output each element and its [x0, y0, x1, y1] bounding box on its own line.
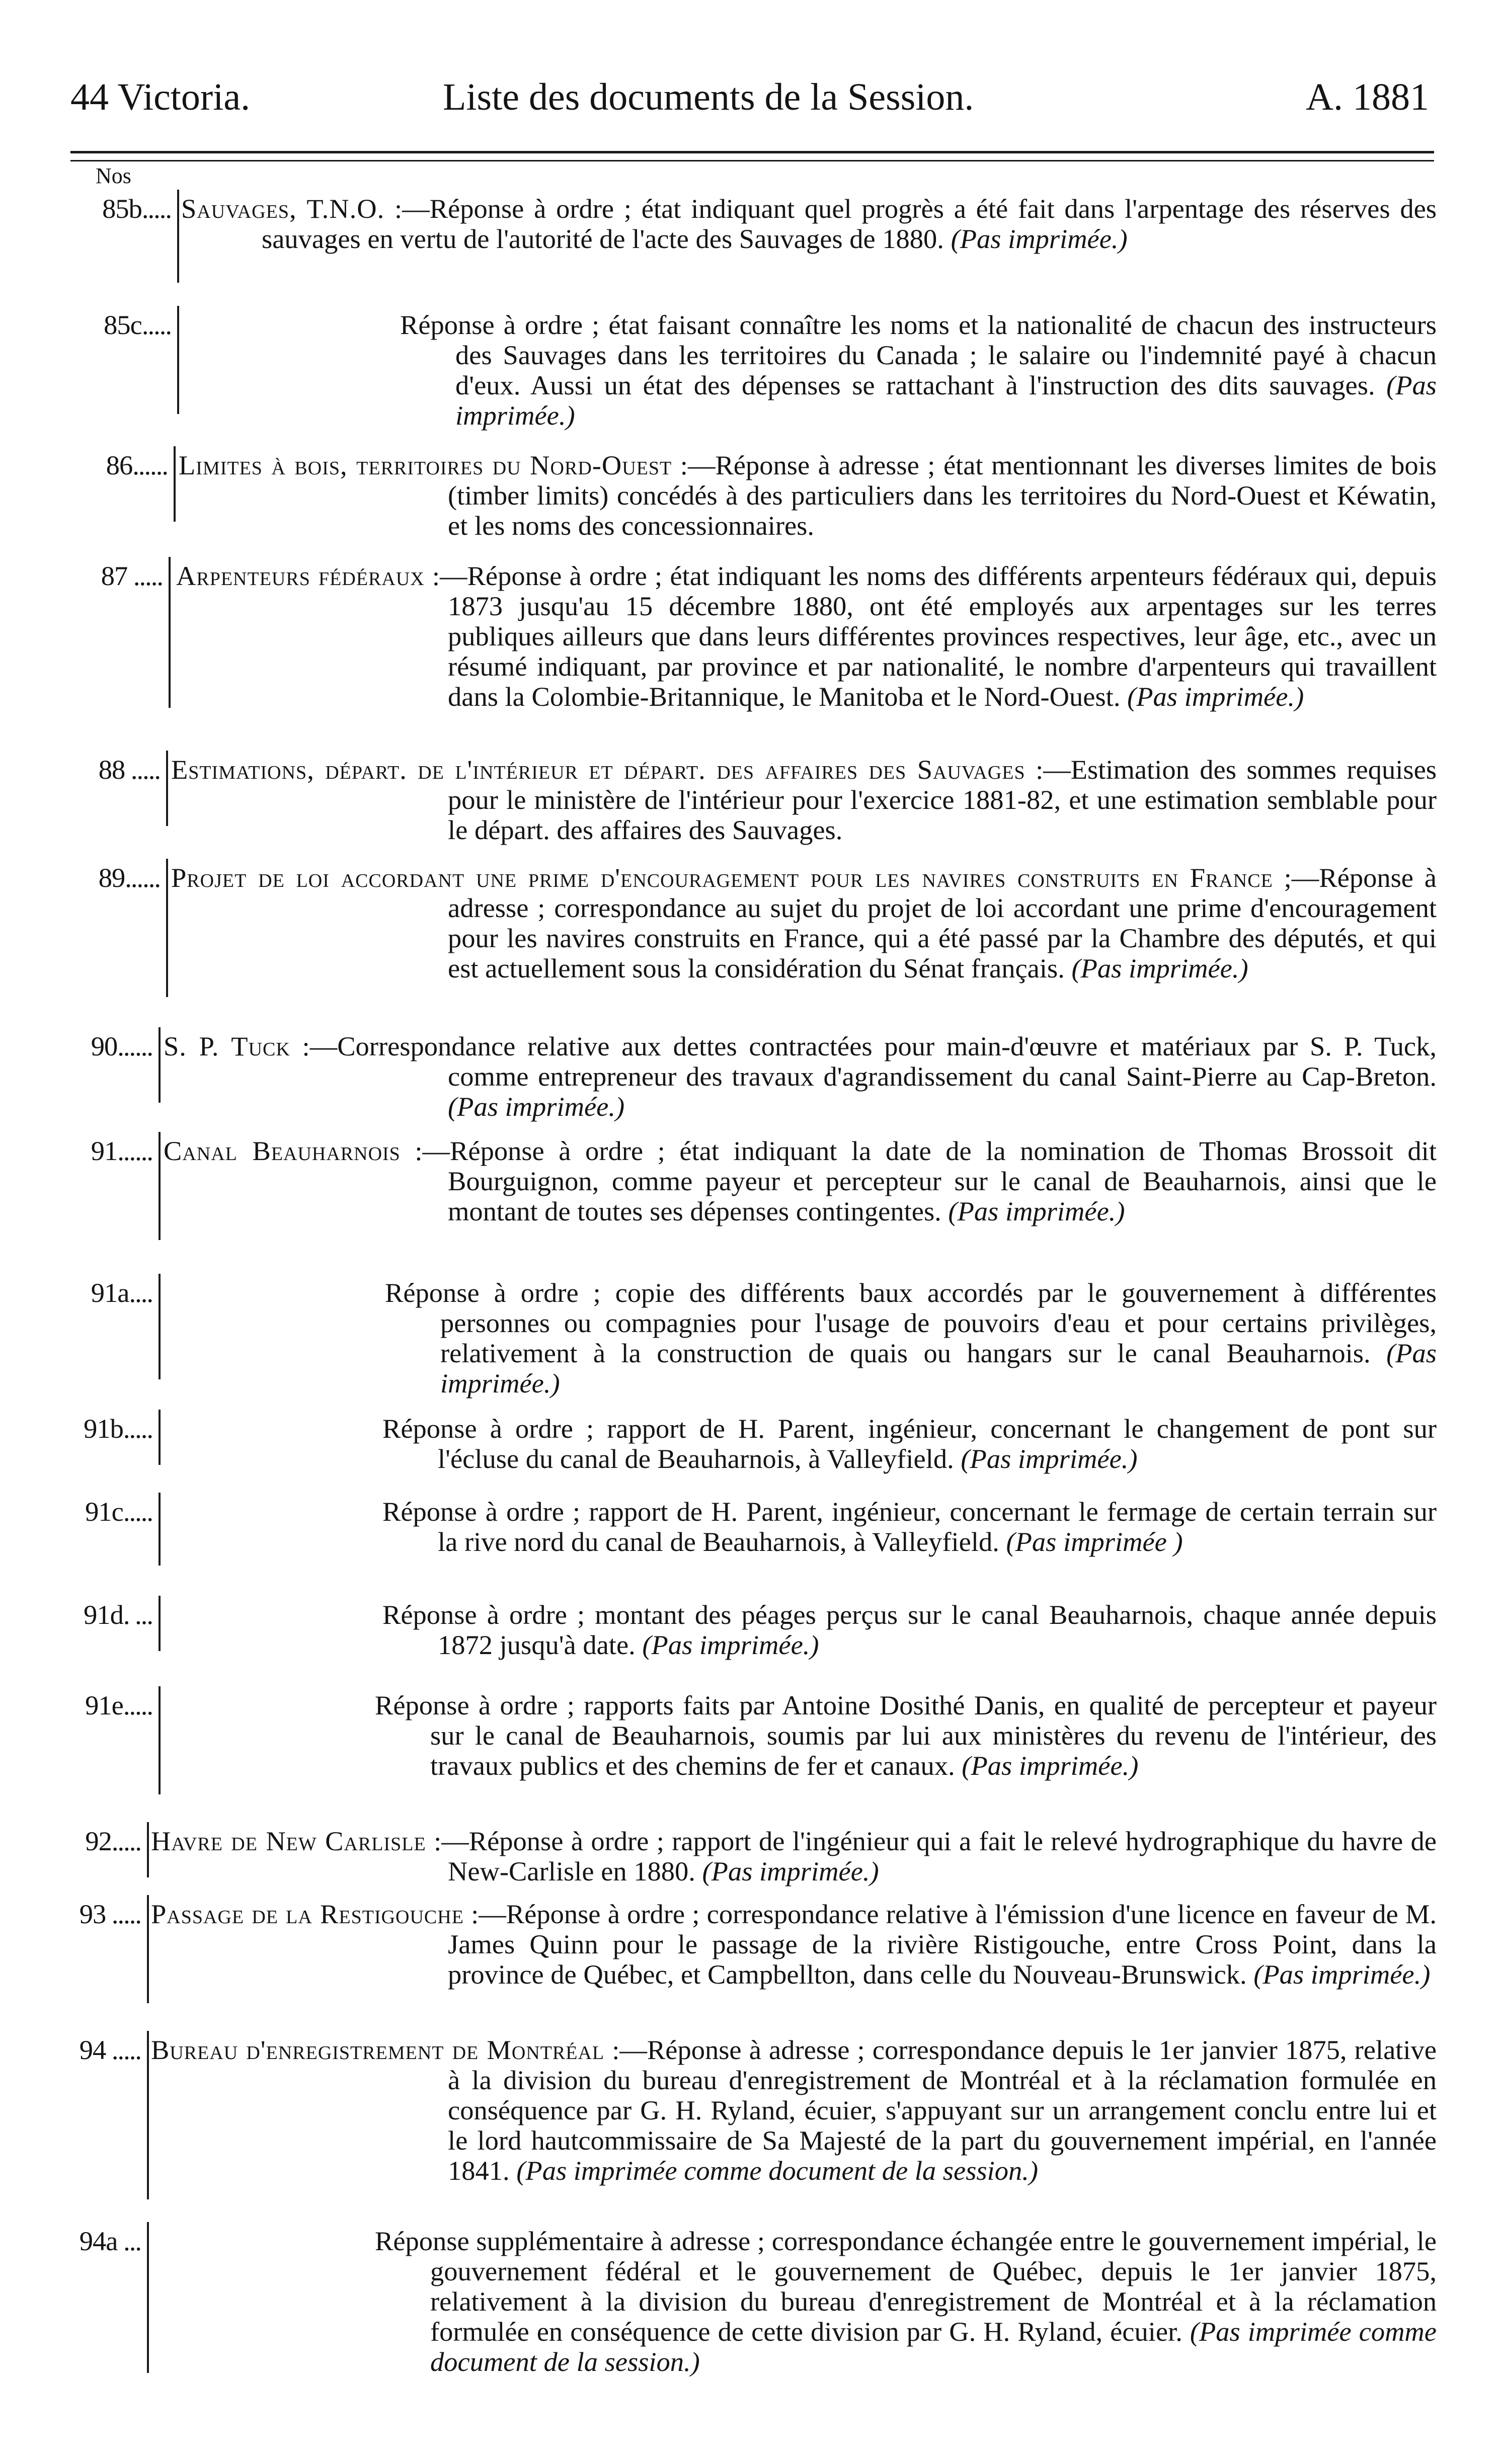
document-number-label: 91d	[84, 1599, 123, 1630]
print-status-note: (Pas imprimée.)	[642, 1629, 819, 1660]
document-number	[0, 1414, 152, 1443]
entry-body: Réponse à ordre ; état indiquant la date de la nomination de Thomas Brossoit dit Bourguignon, comme payeur et percepteur sur le canal de Beauharnois, ainsi que le montant de toutes ses dépenses contingentes.	[448, 1135, 1437, 1226]
leader-dots: .....	[106, 1899, 141, 1929]
entry-heading: Sauvages, T.N.O.	[181, 193, 385, 224]
entry-separator: :—	[1025, 754, 1071, 785]
entry-body: Réponse à ordre ; état faisant connaître les noms et la nationalité de chacun des instructeurs des Sauvages dans les territoires du Canada ; le salaire ou l'indemnité payé à chacun d'eux. Aussi un état des dépenses se rattachant à l'instruction des dits sauvages.	[400, 309, 1437, 400]
document-number-label: 93	[79, 1899, 106, 1929]
print-status-note: (Pas imprimée.)	[961, 1443, 1138, 1474]
document-number-label: 94	[79, 2034, 106, 2065]
entry-text	[181, 194, 1437, 254]
entry-separator: :—	[424, 560, 467, 591]
entry-text	[164, 1031, 1437, 1122]
document-number-label: 85b	[102, 193, 142, 224]
leader-dots: ...	[117, 2226, 141, 2256]
leader-dots: .....	[111, 1826, 141, 1856]
leader-dots: . ...	[123, 1599, 152, 1630]
print-status-note: (Pas imprimée.)	[448, 1091, 625, 1122]
leader-dots: ....	[129, 1277, 152, 1308]
print-status-note: (Pas imprimée comme document de la session.)	[516, 2155, 1039, 2186]
margin-rule	[159, 1410, 161, 1465]
document-number	[0, 2226, 141, 2256]
leader-dots: .....	[125, 754, 160, 785]
leader-dots: .....	[123, 1690, 152, 1720]
print-status-note: (Pas imprimée comme document de la session.)	[430, 2316, 1437, 2377]
margin-rule	[147, 2222, 149, 2373]
entry-separator: :—	[400, 1135, 450, 1166]
entry-text	[171, 755, 1437, 845]
print-status-note: (Pas imprimée.)	[455, 370, 1437, 431]
leader-dots: .....	[123, 1413, 152, 1444]
margin-rule	[159, 1132, 161, 1240]
entry-heading: Estimations, départ. de l'intérieur et départ. des affaires des Sauvages	[171, 754, 1025, 785]
leader-dots: .....	[106, 2034, 141, 2065]
page-header	[70, 69, 1429, 135]
entry-text	[171, 863, 1437, 983]
print-status-note: (Pas imprimée.)	[962, 1750, 1139, 1781]
entry-text	[176, 561, 1437, 712]
margin-rule	[159, 1274, 161, 1379]
margin-rule	[159, 1596, 161, 1651]
entry-heading: Arpenteurs fédéraux	[176, 560, 425, 591]
print-status-note: (Pas imprimée.)	[1071, 953, 1248, 983]
document-number-label: 87	[101, 560, 128, 591]
leader-dots: ......	[125, 862, 160, 893]
entry-body: Réponse à ordre ; montant des péages perçus sur le canal Beauharnois, chaque année depuis 1872 jusqu'à date.	[382, 1599, 1437, 1660]
document-number	[0, 450, 168, 480]
document-number-label: 91	[91, 1135, 118, 1166]
document-number	[0, 2035, 141, 2065]
entry-body: Réponse à adresse ; état mentionnant les diverses limites de bois (timber limits) concédés à des particuliers dans les territoires du Nord-Ouest et Kéwatin, et les noms des concessionnaires.	[448, 450, 1437, 541]
margin-rule	[166, 859, 168, 997]
document-number	[0, 1278, 152, 1307]
margin-rule	[166, 751, 168, 826]
entry-body: Réponse à ordre ; rapport de l'ingénieur qui a fait le relevé hydrographique du havre de New-Carlisle en 1880.	[448, 1826, 1437, 1886]
header-volume: 44 Victoria.	[70, 76, 251, 118]
entry-text	[151, 1899, 1437, 1990]
entry-text	[151, 2035, 1437, 2186]
entry-heading: Projet de loi accordant une prime d'encouragement pour les navires construits en France	[171, 862, 1273, 893]
document-number-label: 88	[98, 754, 125, 785]
entry-body: Réponse à ordre ; copie des différents baux accordés par le gouvernement à différentes personnes ou compagnies pour l'usage de pouvoirs d'eau et pour certains privilèges, relativement à la construction de quais ou hangars sur le canal Beauharnois.	[385, 1277, 1437, 1368]
document-number-label: 91a	[91, 1277, 129, 1308]
margin-rule	[147, 2031, 149, 2199]
entry-text	[164, 1136, 1437, 1226]
document-number	[0, 561, 163, 591]
entry-body: Réponse à ordre ; état indiquant les noms des différents arpenteurs fédéraux qui, depuis 1873 jusqu'au 15 décembre 1880, ont été employés aux arpentages sur les terres publiques ailleurs que dans leurs différentes provinces respectives, leur âge, etc., avec un résumé indiquant, par province et par nationalité, le nombre d'arpenteurs qui travaillent dans la Colombie-Britannique, le Manitoba et le Nord-Ouest.	[448, 560, 1437, 712]
margin-rule	[159, 1027, 161, 1103]
document-number	[0, 1600, 152, 1629]
document-number-label: 91c	[85, 1496, 123, 1527]
entry-separator: ;—	[1273, 862, 1319, 893]
margin-rule	[147, 1822, 149, 1877]
entry-text	[400, 310, 1437, 431]
document-number	[0, 1899, 141, 1929]
entry-heading: Passage de la Restigouche	[151, 1899, 464, 1929]
document-number	[0, 1031, 152, 1061]
entry-body: Réponse à ordre ; rapport de H. Parent, ingénieur, concernant le fermage de certain terrain sur la rive nord du canal de Beauharnois, à Valleyfield.	[382, 1496, 1437, 1557]
header-year: A. 1881	[1306, 76, 1429, 118]
column-label: Nos	[96, 163, 131, 188]
document-number-label: 91e	[85, 1690, 123, 1720]
entry-text	[151, 1826, 1437, 1886]
leader-dots: ......	[132, 450, 168, 480]
entry-separator: :—	[672, 450, 716, 480]
entry-body: Réponse à ordre ; rapport de H. Parent, ingénieur, concernant le changement de pont sur l'écluse du canal de Beauharnois, à Valleyfield.	[382, 1413, 1437, 1474]
print-status-note: (Pas imprimée.)	[948, 1196, 1125, 1226]
leader-dots: .....	[141, 193, 171, 224]
entry-text	[375, 1690, 1437, 1781]
entry-text	[382, 1497, 1437, 1557]
entry-text	[385, 1278, 1437, 1399]
entry-separator: :—	[290, 1031, 338, 1061]
document-number-label: 94a	[79, 2226, 118, 2256]
document-number-label: 90	[91, 1031, 118, 1061]
document-number	[0, 755, 160, 784]
entry-separator: :—	[384, 193, 430, 224]
entry-body: Réponse supplémentaire à adresse ; correspondance échangée entre le gouvernement impérial, le gouvernement fédéral et le gouvernement de Québec, depuis le 1er janvier 1875, relativement à la division du bureau d'enregistrement de Montréal et à la réclamation formulée en conséquence de cette division par G. H. Ryland, écuier.	[375, 2226, 1437, 2347]
entry-separator: :—	[463, 1899, 506, 1929]
entry-body: Réponse à ordre ; état indiquant quel progrès a été fait dans l'arpentage des réserves des sauvages en vertu de l'autorité de l'acte des Sauvages de 1880.	[262, 193, 1437, 254]
entry-body: Estimation des sommes requises pour le ministère de l'intérieur pour l'exercice 1881-82, et une estimation semblable pour le départ. des affaires des Sauvages.	[448, 754, 1437, 845]
document-number	[0, 1690, 152, 1720]
margin-rule	[169, 557, 171, 708]
document-number-label: 86	[106, 450, 133, 480]
entry-heading: S. P. Tuck	[164, 1031, 290, 1061]
entry-text	[382, 1414, 1437, 1474]
document-number-label: 91b	[84, 1413, 123, 1444]
entry-body: Réponse à adresse ; correspondance depuis le 1er janvier 1875, relative à la division du bureau d'enregistrement de Montréal et à la réclamation formulée en conséquence par G. H. Ryland, écuier, s'appuyant sur un arrangement conclu entre lui et le lord hautcommissaire de Sa Majesté de la part du gouvernement impérial, en l'année 1841.	[448, 2034, 1437, 2186]
entry-heading: Havre de New Carlisle	[151, 1826, 426, 1856]
entry-body: Correspondance relative aux dettes contractées pour main-d'œuvre et matériaux par S. P. Tuck, comme entrepreneur des travaux d'agrandissement du canal Saint-Pierre au Cap-Breton.	[337, 1031, 1437, 1092]
document-number-label: 92	[85, 1826, 112, 1856]
document-number	[0, 310, 171, 340]
document-number	[0, 194, 171, 223]
header-rule-thin	[70, 160, 1434, 161]
document-number-label: 89	[98, 862, 125, 893]
margin-rule	[177, 190, 179, 283]
document-number-label: 85c	[104, 309, 142, 340]
entry-heading: Limites à bois, territoires du Nord-Ouest	[179, 450, 672, 480]
document-number	[0, 1136, 152, 1166]
margin-rule	[177, 306, 179, 414]
document-number	[0, 1497, 152, 1526]
entry-separator: :—	[604, 2034, 647, 2065]
margin-rule	[159, 1493, 161, 1566]
document-number	[0, 863, 160, 892]
leader-dots: .....	[127, 560, 163, 591]
leader-dots: .....	[141, 309, 171, 340]
margin-rule	[147, 1895, 149, 2003]
entry-heading: Bureau d'enregistrement de Montréal	[151, 2034, 605, 2065]
entry-text	[179, 450, 1437, 541]
entry-heading: Canal Beauharnois	[164, 1135, 401, 1166]
document-number	[0, 1826, 141, 1856]
print-status-note: (Pas imprimée.)	[951, 223, 1128, 254]
leader-dots: ......	[117, 1031, 152, 1061]
entry-body: Réponse à ordre ; correspondance relative à l'émission d'une licence en faveur de M. James Quinn pour le passage de la rivière Ristigouche, entre Cross Point, dans la province de Québec, et Campbellton, dans celle du Nouveau-Brunswick.	[448, 1899, 1437, 1990]
leader-dots: .....	[123, 1496, 152, 1527]
header-rule	[70, 151, 1434, 153]
entry-separator: :—	[426, 1826, 469, 1856]
print-status-note: (Pas imprimée.)	[440, 1338, 1437, 1399]
margin-rule	[159, 1686, 161, 1794]
print-status-note: (Pas imprimée.)	[1253, 1959, 1431, 1990]
print-status-note: (Pas imprimée )	[1006, 1526, 1183, 1557]
print-status-note: (Pas imprimée.)	[702, 1856, 879, 1886]
margin-rule	[174, 446, 176, 522]
entry-text	[382, 1600, 1437, 1660]
entry-text	[375, 2226, 1437, 2377]
leader-dots: ......	[117, 1135, 152, 1166]
print-status-note: (Pas imprimée.)	[1127, 681, 1304, 712]
entry-body: Réponse à ordre ; rapports faits par Antoine Dosithé Danis, en qualité de percepteur et payeur sur le canal de Beauharnois, soumis par lui aux ministères du revenu de l'intérieur, des travaux publics et des chemins de fer et canaux.	[375, 1690, 1437, 1781]
header-title: Liste des documents de la Session.	[443, 76, 974, 118]
entry-body: Réponse à adresse ; correspondance au sujet du projet de loi accordant une prime d'encouragement pour les navires construits en France, qui a été passé par la Chambre des députés, et qui est actuellement sous la considération du Sénat français.	[448, 862, 1437, 983]
